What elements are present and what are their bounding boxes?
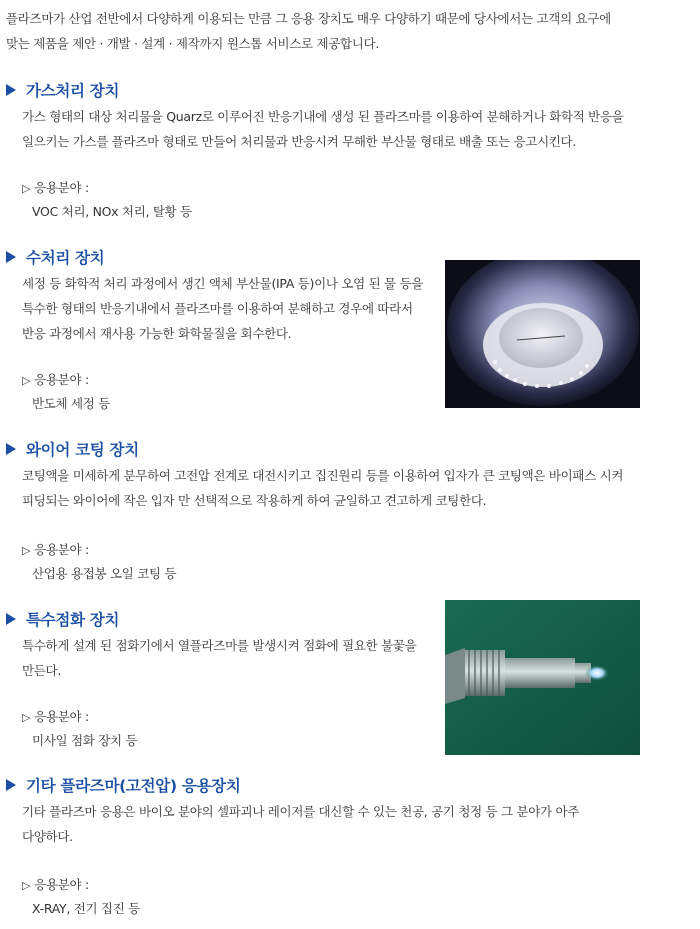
application-label: [22, 707, 89, 725]
outline-triangle-icon: ▷: [22, 544, 31, 557]
description-line: 피딩되는 와이어에 작은 입자 만 선택적으로 작용하게 하여 균일하고 견고하게 코팅한다.: [22, 493, 487, 508]
intro-text: [6, 6, 686, 56]
section-title: 수처리 장치: [26, 249, 105, 267]
right-triangle-icon: [6, 443, 16, 455]
outline-triangle-icon: ▷: [22, 711, 31, 724]
section-description: [22, 463, 623, 513]
description-line: 만든다.: [22, 663, 61, 678]
description-line: 특수한 형태의 반응기내에서 플라즈마를 이용하여 분해하고 경우에 따라서: [22, 301, 413, 316]
application-value: 반도체 세정 등: [32, 396, 110, 411]
water-treatment-reactor-photo: [445, 260, 640, 408]
section-wire-coating: [0, 437, 700, 587]
outline-triangle-icon: ▷: [22, 879, 31, 892]
application-label-text: 응용분야 :: [34, 877, 89, 892]
section-description: [22, 799, 579, 849]
section-description: [22, 633, 416, 683]
application-label-text: 응용분야 :: [34, 180, 89, 195]
intro-line-2: 맞는 제품을 제안 · 개발 · 설계 · 제작까지 원스톱 서비스로 제공합니다.: [6, 36, 380, 51]
section-other-plasma: [0, 773, 700, 923]
igniter-photo: [445, 600, 640, 755]
application-value: VOC 처리, NOx 처리, 탈황 등: [32, 204, 192, 219]
outline-triangle-icon: ▷: [22, 182, 31, 195]
application-label: [22, 178, 89, 196]
section-heading: [6, 607, 119, 631]
section-gas-treatment: [0, 78, 700, 228]
section-heading: [6, 437, 139, 461]
outline-triangle-icon: ▷: [22, 374, 31, 387]
description-line: 기타 플라즈마 응용은 바이오 분야의 셀파괴나 레이저를 대신할 수 있는 천공, 공기 청정 등 그 분야가 아주: [22, 804, 580, 819]
section-description: [22, 271, 423, 346]
section-title: 특수점화 장치: [26, 611, 120, 629]
application-label-text: 응용분야 :: [34, 372, 89, 387]
description-line: 특수하게 설계 된 점화기에서 열플라즈마를 발생시켜 점화에 필요한 불꽃을: [22, 638, 417, 653]
application-label-text: 응용분야 :: [34, 709, 89, 724]
application-label: [22, 875, 89, 893]
application-value: X-RAY, 전기 집진 등: [32, 901, 140, 916]
section-heading: [6, 773, 241, 797]
intro-line-1: 플라즈마가 산업 전반에서 다양하게 이용되는 만큼 그 응용 장치도 매우 다양하기 때문에 당사에서는 고객의 요구에: [6, 11, 611, 26]
description-line: 가스 형태의 대상 처리물을 Quarz로 이루어진 반응기내에 생성 된 플라즈마를 이용하여 분해하거나 화학적 반응을: [22, 109, 624, 124]
description-line: 일으키는 가스를 플라즈마 형태로 만들어 처리물과 반응시켜 무해한 부산물 형태로 배출 또는 응고시킨다.: [22, 134, 577, 149]
right-triangle-icon: [6, 251, 16, 263]
section-heading: [6, 78, 119, 102]
application-value: 산업용 용접봉 오일 코팅 등: [32, 566, 177, 581]
application-label-text: 응용분야 :: [34, 542, 89, 557]
section-heading: [6, 245, 104, 269]
application-label: [22, 370, 89, 388]
section-title: 가스처리 장치: [26, 82, 120, 100]
right-triangle-icon: [6, 84, 16, 96]
application-value: 미사일 점화 장치 등: [32, 733, 138, 748]
section-title: 기타 플라즈마(고전압) 응용장치: [26, 777, 241, 795]
section-title: 와이어 코팅 장치: [26, 441, 139, 459]
application-label: [22, 540, 89, 558]
description-line: 코팅액을 미세하게 분무하여 고전압 전계로 대전시키고 집진원리 등를 이용하여 입자가 큰 코팅액은 바이패스 시켜: [22, 468, 624, 483]
description-line: 다양하다.: [22, 829, 73, 844]
section-description: [22, 104, 623, 154]
right-triangle-icon: [6, 779, 16, 791]
right-triangle-icon: [6, 613, 16, 625]
description-line: 반응 과정에서 재사용 가능한 화학물질을 회수한다.: [22, 326, 292, 341]
description-line: 세정 등 화학적 처리 과정에서 생긴 액체 부산물(IPA 등)이나 오염 된 물 등을: [22, 276, 424, 291]
